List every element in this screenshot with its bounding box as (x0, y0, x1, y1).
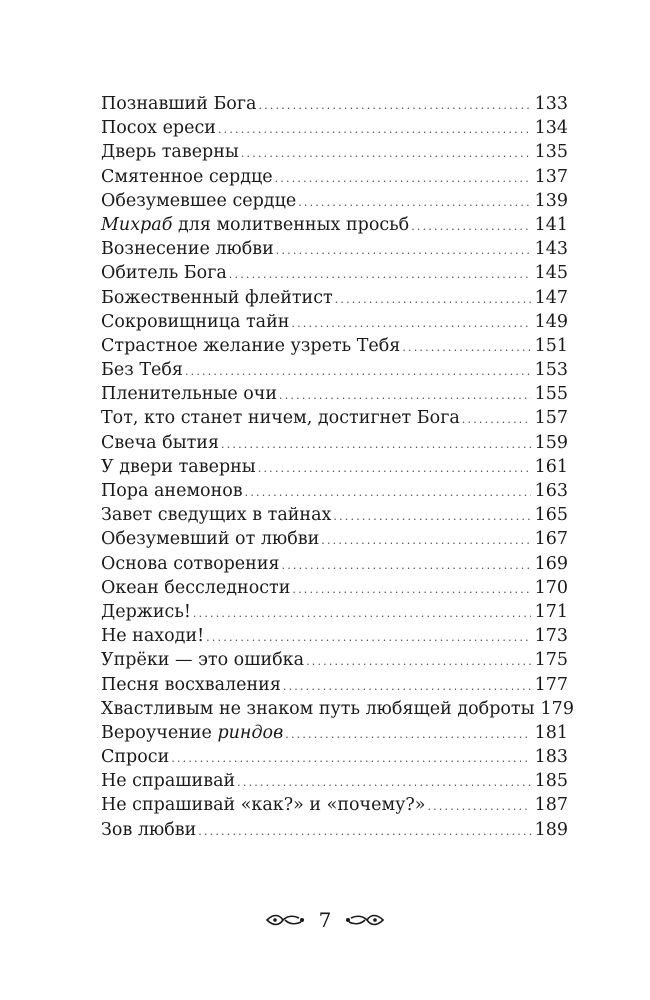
toc-entry-title: Без Тебя (101, 360, 183, 381)
toc-entry-page: 167 (534, 529, 568, 550)
toc-entry-title: Пленительные очи (101, 384, 278, 405)
toc-entry[interactable] (101, 92, 568, 116)
toc-entry-page: 139 (534, 190, 568, 211)
toc-entry[interactable] (101, 721, 568, 745)
dot-leader (171, 747, 530, 771)
dot-leader (321, 529, 530, 553)
dot-leader (292, 578, 530, 602)
dot-leader (282, 554, 531, 578)
dot-leader (218, 118, 531, 142)
toc-entry-title: Обитель Бога (101, 263, 227, 284)
dot-leader (221, 433, 531, 457)
toc-entry-page: 135 (534, 142, 568, 163)
toc-entry[interactable] (101, 406, 568, 430)
toc-entry-title: Зов любви (101, 819, 197, 840)
toc-entry-title: Не находи! (101, 626, 205, 647)
toc-entry[interactable] (101, 455, 568, 479)
toc-entry-page: 165 (534, 505, 568, 526)
dot-leader (306, 650, 531, 674)
toc-entry-page: 137 (534, 166, 568, 187)
toc-entry-title: У двери таверны (101, 456, 256, 477)
toc-entry-title: Не спрашивай (101, 771, 236, 792)
dot-leader (185, 360, 531, 384)
toc-entry[interactable] (101, 310, 568, 334)
toc-entry-page: 189 (534, 819, 568, 840)
toc-entry[interactable] (101, 697, 574, 721)
floral-ornament-icon (345, 909, 385, 931)
toc-entry[interactable] (101, 527, 568, 551)
toc-entry[interactable] (101, 358, 568, 382)
toc-entry-title: Познавший Бога (101, 94, 257, 114)
toc-entry-page: 173 (534, 626, 568, 647)
dot-leader (283, 675, 531, 699)
toc-entry[interactable] (101, 745, 568, 769)
dot-leader (285, 723, 530, 747)
toc-entry-title: Смятенное сердце (101, 166, 273, 187)
dot-leader (241, 142, 531, 166)
toc-entry[interactable] (101, 261, 568, 285)
toc-entry[interactable] (101, 286, 568, 310)
toc-entry[interactable] (101, 793, 568, 817)
page-footer (0, 902, 650, 938)
toc-entry-title: Свеча бытия (101, 432, 220, 453)
toc-entry[interactable] (101, 600, 568, 624)
toc-entry-title: Страстное желание узреть Тебя (101, 335, 401, 356)
toc-entry-title: Обезумевшее сердце (101, 190, 297, 211)
toc-entry-page: 151 (534, 335, 568, 356)
dot-leader (245, 481, 531, 505)
toc-entry[interactable] (101, 213, 568, 237)
toc-entry-title: Не спрашивай «как?» и «почему?» (101, 795, 426, 816)
toc-entry-page: 143 (534, 239, 568, 260)
toc-entry-title-lead: Вероучение (101, 722, 218, 743)
toc-entry-title-rest: для молитвенных просьб (172, 214, 410, 235)
dot-leader (258, 457, 531, 481)
toc-entry-page: 133 (534, 94, 568, 114)
dot-leader (402, 336, 530, 360)
toc-entry-title: Держись! (101, 601, 191, 622)
toc-entry-page: 141 (534, 214, 568, 235)
toc-entry-title-italic: риндов (217, 722, 284, 743)
toc-entry-page: 163 (534, 481, 568, 501)
toc-entry-page: 169 (534, 553, 568, 574)
toc-entry[interactable] (101, 624, 568, 648)
toc-entry-title: Тот, кто станет ничем, достигнет Бога (101, 408, 460, 429)
toc-entry[interactable] (101, 431, 568, 455)
dot-leader (275, 167, 531, 191)
dot-leader (411, 215, 530, 239)
toc-entry-page: 134 (534, 118, 568, 139)
toc-entry-page: 183 (534, 747, 568, 768)
toc-entry[interactable] (101, 648, 568, 672)
toc-entry[interactable] (101, 769, 568, 793)
toc-entry[interactable] (101, 818, 568, 842)
dot-leader (229, 263, 531, 287)
toc-entry-page: 153 (534, 360, 568, 381)
toc-entry[interactable] (101, 140, 568, 164)
dot-leader (206, 626, 530, 650)
table-of-contents (101, 92, 574, 842)
toc-entry-page: 159 (534, 432, 568, 453)
toc-entry-page: 145 (534, 263, 568, 284)
page-number: 7 (318, 908, 332, 932)
toc-entry-title: Завет сведущих в тайнах (101, 505, 332, 526)
dot-leader (279, 384, 531, 408)
toc-entry-title (101, 721, 283, 745)
dot-leader (258, 94, 530, 118)
toc-entry-page: 155 (534, 384, 568, 405)
toc-entry[interactable] (101, 673, 568, 697)
toc-entry-page: 161 (534, 456, 568, 477)
dot-leader (427, 795, 530, 819)
toc-entry-title: Божественный флейтист (101, 287, 333, 308)
dot-leader (237, 771, 530, 795)
dot-leader (193, 602, 531, 626)
toc-entry-page: 170 (534, 577, 568, 598)
toc-entry-title: Спроси (101, 747, 170, 768)
toc-entry[interactable] (101, 382, 568, 406)
toc-entry[interactable] (101, 165, 568, 189)
toc-entry[interactable] (101, 334, 568, 358)
toc-entry[interactable] (101, 237, 568, 261)
toc-entry[interactable] (101, 479, 568, 503)
toc-entry-title: Упрёки — это ошибка (101, 650, 305, 671)
floral-ornament-icon (265, 909, 305, 931)
toc-entry-title: Пора анемонов (101, 481, 243, 501)
toc-entry-page: 181 (534, 722, 568, 743)
toc-entry[interactable] (101, 189, 568, 213)
toc-entry-page: 171 (534, 601, 568, 622)
toc-entry-title: Сокровищница тайн (101, 311, 290, 332)
toc-entry[interactable] (101, 576, 568, 600)
toc-entry-page: 157 (534, 408, 568, 429)
dot-leader (335, 288, 531, 312)
toc-entry-title: Вознесение любви (101, 239, 274, 260)
toc-entry-title: Хвастливым не знаком путь любящей доброты (101, 698, 535, 719)
dot-leader (198, 820, 530, 844)
toc-entry-title (101, 213, 409, 237)
toc-entry-title: Песня восхваления (101, 674, 281, 695)
dot-leader (276, 239, 531, 263)
dot-leader (462, 408, 531, 432)
toc-entry-page: 179 (540, 698, 574, 719)
toc-entry-page: 175 (534, 650, 568, 671)
toc-entry[interactable] (101, 116, 568, 140)
toc-entry-page: 187 (534, 795, 568, 816)
toc-entry[interactable] (101, 552, 568, 576)
toc-entry-title: Посох ереси (101, 118, 216, 139)
toc-entry-title: Океан бесследности (101, 577, 291, 598)
dot-leader (291, 312, 530, 336)
toc-entry-page: 185 (534, 771, 568, 792)
toc-entry-title: Обезумевший от любви (101, 529, 320, 550)
dot-leader (333, 505, 530, 529)
dot-leader (298, 191, 530, 215)
toc-entry-title: Основа сотворения (101, 553, 280, 574)
toc-entry[interactable] (101, 503, 568, 527)
toc-entry-title: Дверь таверны (101, 142, 239, 163)
toc-entry-page: 177 (534, 674, 568, 695)
toc-entry-title-italic: Михраб (101, 214, 173, 235)
toc-entry-page: 149 (534, 311, 568, 332)
toc-entry-page: 147 (534, 287, 568, 308)
